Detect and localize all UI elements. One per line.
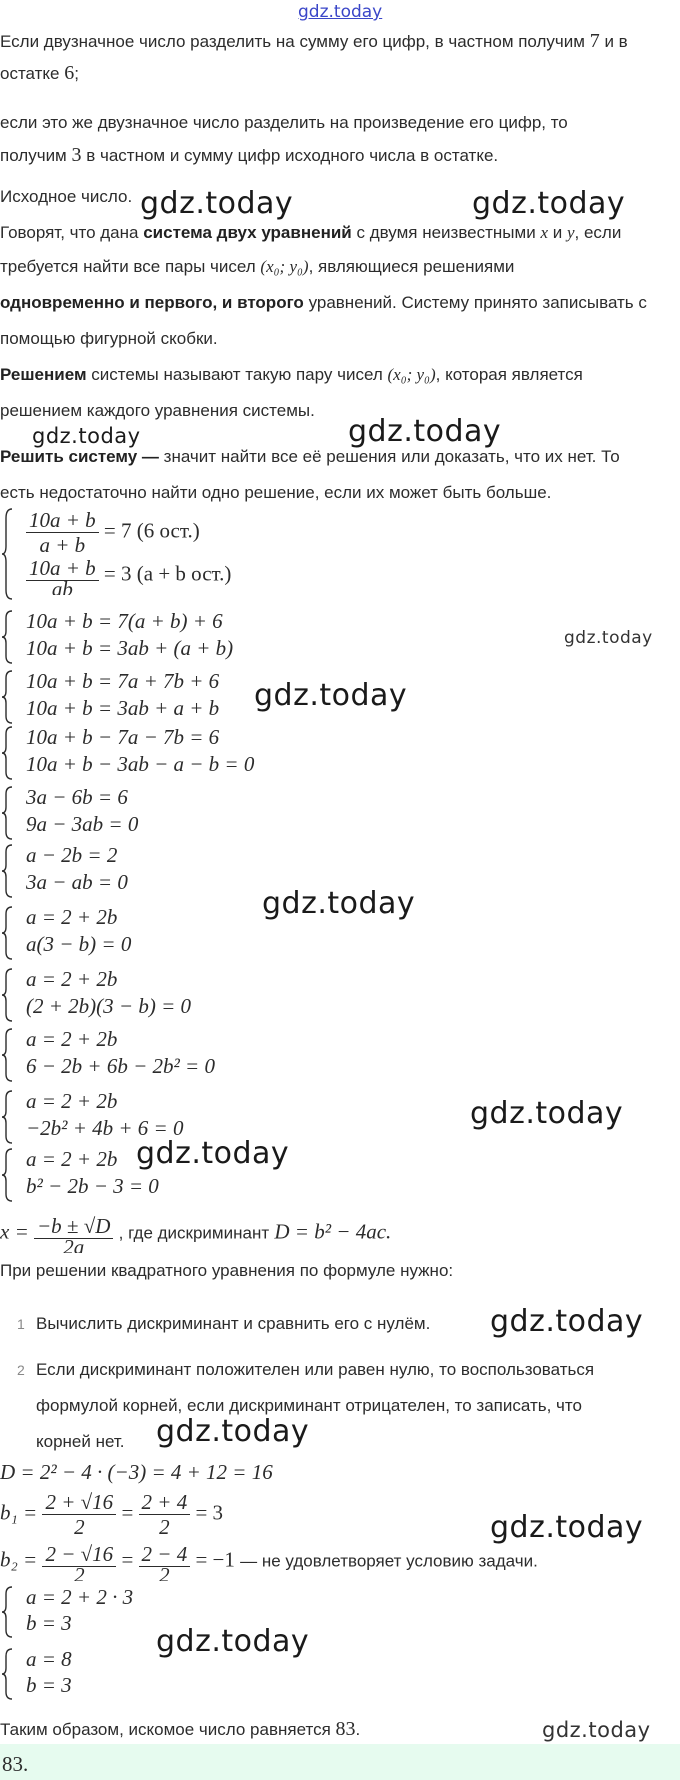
- system-1-eq-1: 10a + b = 7(a + b) + 6: [26, 609, 223, 633]
- watermark: gdz.today: [140, 186, 294, 221]
- problem-question: [0, 186, 132, 208]
- theory-line-4: помощью фигурной скобки.: [0, 329, 218, 348]
- system-8-eq-1: a = 2 + 2b: [26, 1027, 118, 1051]
- bold-term: Решить систему —: [0, 447, 159, 466]
- system-brace: [2, 508, 12, 600]
- problem-text: ;: [74, 64, 79, 83]
- system-2-eq-2: 10a + b = 3ab + a + b: [26, 696, 220, 720]
- discriminant-calc: D = 2² − 4 · (−3) = 4 + 12 = 16: [0, 1460, 273, 1484]
- system-1-eq-2: 10a + b = 3ab + (a + b): [26, 636, 234, 660]
- problem-line-1: [0, 30, 628, 53]
- method-intro: При решении квадратного уравнения по формуле нужно:: [0, 1261, 454, 1280]
- system-2-eq-1: 10a + b = 7a + 7b + 6: [26, 669, 220, 693]
- list-number: 1: [17, 1316, 25, 1332]
- list-item-1: Вычислить дискриминант и сравнить его с нулём.: [36, 1314, 431, 1333]
- watermark: gdz.today: [32, 424, 141, 448]
- system-brace: [2, 968, 12, 1022]
- watermark: gdz.today: [156, 1624, 310, 1659]
- list-item-2-line-2: формулой корней, если дискриминант отрицателен, то записать, что: [36, 1396, 582, 1415]
- watermark: gdz.today: [490, 1304, 644, 1339]
- root-b2: b₂ = $\frac{2 - √16}{2}$ = $\frac{2 - 4}{2}$ = −1 — не удовлетворяет условию задачи.: [0, 1542, 538, 1581]
- bold-term: система двух уравнений: [143, 223, 352, 242]
- problem-text: получим: [0, 146, 67, 165]
- watermark: gdz.today: [136, 1136, 290, 1171]
- system-brace: [2, 1148, 12, 1202]
- system-3-eq-2: 10a + b − 3ab − a − b = 0: [26, 752, 255, 776]
- system-brace: [2, 726, 12, 780]
- problem-text: если это же двузначное число разделить на произведение его цифр, то: [0, 113, 568, 132]
- watermark: gdz.today: [564, 628, 653, 648]
- theory-line-6: решением каждого уравнения системы.: [0, 401, 315, 420]
- system-11-eq-1: a = 2 + 2 · 3: [26, 1585, 134, 1609]
- problem-text: Если двузначное число разделить на сумму его цифр, в частном получим: [0, 32, 585, 51]
- watermark: gdz.today: [470, 1096, 624, 1131]
- watermark: gdz.today: [156, 1414, 310, 1449]
- problem-text: и в: [604, 32, 628, 51]
- theory-line-5: Решением системы называют такую пару чисел (x₀; y₀), которая является: [0, 365, 583, 384]
- system-10-eq-1: a = 2 + 2b: [26, 1147, 118, 1171]
- system-brace: [2, 906, 12, 960]
- system-7-eq-1: a = 2 + 2b: [26, 967, 118, 991]
- problem-line-2: [0, 62, 79, 85]
- problem-line-3: [0, 112, 568, 134]
- theory-line-3: одновременно и первого, и второго уравнений. Систему принято записывать с: [0, 293, 647, 312]
- theory-line-2: требуется найти все пары чисел (x₀; y₀), являющиеся решениями: [0, 257, 515, 276]
- problem-text: Исходное число.: [0, 187, 133, 206]
- system-11-eq-2: b = 3: [26, 1611, 72, 1635]
- answer-value: 83.: [2, 1752, 29, 1776]
- conclusion: Таким образом, искомое число равняется 83.: [0, 1718, 361, 1740]
- answer-box: [0, 1744, 680, 1780]
- watermark: gdz.today: [472, 186, 626, 221]
- system-0-eq-1: $\frac{10a + b}{a + b}$ = 7 (6 ост.): [26, 508, 200, 557]
- quadratic-formula: x = $\frac{-b \pm √D}{2a}$ , где дискриминант D = b² − 4ac.: [0, 1214, 392, 1253]
- system-12-eq-1: a = 8: [26, 1647, 72, 1671]
- system-9-eq-1: a = 2 + 2b: [26, 1089, 118, 1113]
- system-4-eq-2: 9a − 3ab = 0: [26, 812, 139, 836]
- list-item-2-line-3: корней нет.: [36, 1432, 125, 1451]
- watermark: gdz.today: [542, 1718, 651, 1742]
- system-brace: [2, 610, 12, 664]
- problem-number: 3: [71, 144, 82, 166]
- theory-line-8: есть недостаточно найти одно решение, если их может быть больше.: [0, 483, 552, 502]
- system-7-eq-2: (2 + 2b)(3 − b) = 0: [26, 994, 191, 1018]
- system-4-eq-1: 3a − 6b = 6: [26, 785, 128, 809]
- problem-number: 7: [589, 30, 600, 52]
- system-10-eq-2: b² − 2b − 3 = 0: [26, 1174, 159, 1198]
- root-b1: b₁ = $\frac{2 + √16}{2}$ = $\frac{2 + 4}{2}$ = 3: [0, 1490, 224, 1539]
- system-0-eq-2: $\frac{10a + b}{ab}$ = 3 (a + b ост.): [26, 556, 231, 595]
- system-6-eq-1: a = 2 + 2b: [26, 905, 118, 929]
- bold-term: Решением: [0, 365, 87, 384]
- system-brace: [2, 1648, 12, 1700]
- system-brace: [2, 1090, 12, 1144]
- problem-text: остатке: [0, 64, 60, 83]
- list-number: 2: [17, 1362, 25, 1378]
- watermark: gdz.today: [254, 678, 408, 713]
- system-brace: [2, 1586, 12, 1638]
- watermark: gdz.today: [348, 414, 502, 449]
- site-link[interactable]: gdz.today: [298, 2, 383, 22]
- system-5-eq-2: 3a − ab = 0: [26, 870, 128, 894]
- bold-term: одновременно и первого, и второго: [0, 293, 304, 312]
- system-8-eq-2: 6 − 2b + 6b − 2b² = 0: [26, 1054, 215, 1078]
- watermark: gdz.today: [490, 1510, 644, 1545]
- problem-number: 6: [64, 62, 75, 84]
- problem-line-4: [0, 144, 498, 167]
- system-brace: [2, 844, 12, 898]
- theory-line-1: Говорят, что дана система двух уравнений с двумя неизвестными x и y, если: [0, 223, 622, 242]
- system-brace: [2, 1028, 12, 1082]
- list-item-2-line-1: Если дискриминант положителен или равен нулю, то воспользоваться: [36, 1360, 595, 1379]
- system-6-eq-2: a(3 − b) = 0: [26, 932, 132, 956]
- system-9-eq-2: −2b² + 4b + 6 = 0: [26, 1116, 184, 1140]
- system-5-eq-1: a − 2b = 2: [26, 843, 118, 867]
- watermark: gdz.today: [262, 886, 416, 921]
- theory-line-7: Решить систему — значит найти все её решения или доказать, что их нет. То: [0, 447, 620, 466]
- system-3-eq-1: 10a + b − 7a − 7b = 6: [26, 725, 220, 749]
- system-brace: [2, 786, 12, 840]
- system-12-eq-2: b = 3: [26, 1673, 72, 1697]
- system-brace: [2, 670, 12, 724]
- problem-text: в частном и сумму цифр исходного числа в остатке.: [86, 146, 499, 165]
